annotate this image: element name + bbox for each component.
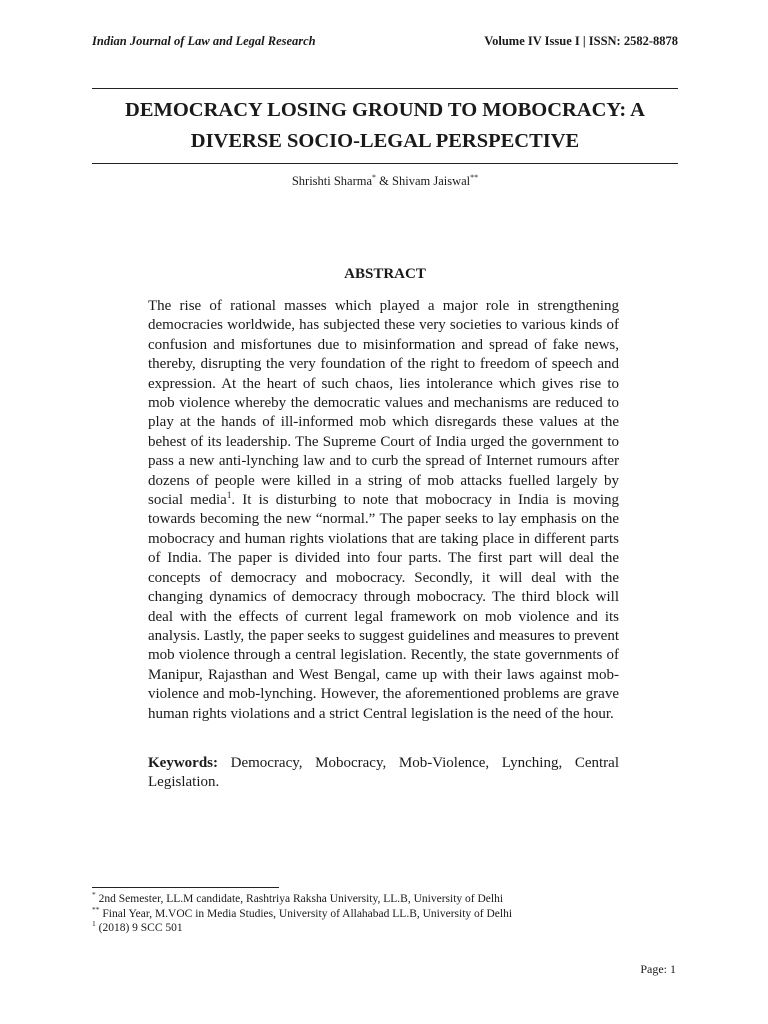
author-1: Shrishti Sharma [291, 174, 373, 188]
footnote-text: (2018) 9 SCC 501 [95, 922, 183, 934]
abstract-text-part-2: . It is disturbing to note that mobocracy in India is moving towards becoming the new “normal.” The paper seeks to lay emphasis on the mobocracy and human rights violations that are taking place in different parts of India. The paper is divided into four parts. The first part will deal the concepts of democracy and mobocracy. Secondly, it will deal with the changing dynamics of democracy through mobocracy. The third block will deal with the effects of current legal framework on mob violence and its analysis. Lastly, the paper seeks to suggest guidelines and measures to prevent mob violence through a central legislation. Recently, the state governments of Manipur, Rajasthan and West Bengal, came up with their laws against mob-violence and mob-lynching. However, the aforementioned problems are grave human rights violations and a strict Central legislation is the need of the hour. [148, 492, 620, 722]
title-bottom-rule [92, 163, 678, 164]
abstract-heading: ABSTRACT [344, 266, 426, 282]
running-header [92, 34, 678, 52]
keywords-list: Democracy, Mobocracy, Mob-Violence, Lynching, Central Legislation. [148, 755, 619, 791]
page-number: Page: 1 [640, 962, 676, 976]
footnote-separator [92, 887, 279, 888]
footnote-1 [92, 921, 678, 936]
volume-issn: Volume IV Issue I | ISSN: 2582-8878 [484, 34, 678, 48]
keywords-paragraph [148, 754, 619, 793]
title-top-rule [92, 88, 678, 89]
journal-name: Indian Journal of Law and Legal Research [92, 34, 316, 48]
author-1-footnote-mark: * [372, 172, 377, 182]
footnote-author-2 [92, 904, 678, 922]
author-line [92, 174, 678, 189]
footnote-mark: ** [92, 904, 100, 914]
footnote-text: 2nd Semester, LL.M candidate, Rashtriya Raksha University, LL.B, University of Delhi [95, 893, 504, 905]
keywords-label: Keywords: [148, 755, 218, 771]
footnote-text: Final Year, M.VOC in Media Studies, University of Allahabad LL.B, University of Delhi [99, 907, 513, 920]
title-line-1: DEMOCRACY LOSING GROUND TO MOBOCRACY: A [125, 99, 645, 121]
abstract-text-part-1: The rise of rational masses which played a major role in strengthening democracies worldwide, has subjected these very societies to various kinds of confusion and misfortunes due to misinformation and spread of fake news, thereby, disrupting the very foundation of the right to freedom of speech and expression. At the heart of such chaos, lies intolerance which gives rise to mob violence whereby the democratic values and mechanisms are reduced to play at the hands of ill-informed mob which disregards these values at the behest of its leadership. The Supreme Court of India urged the government to pass a new anti-lynching law and to curb the spread of Internet rumours after dozens of people were killed in a string of mob attacks fuelled largely by social media [148, 298, 619, 509]
paper-title [92, 95, 678, 157]
author-2: Shivam Jaiswal [392, 174, 471, 188]
footnote-author-1 [92, 892, 678, 907]
author-2-footnote-mark: ** [470, 172, 479, 182]
author-separator: & [376, 174, 393, 188]
footnote-mark: 1 [92, 919, 96, 929]
footnotes [92, 892, 678, 936]
footnote-mark: * [92, 890, 96, 900]
footnote-ref-1[interactable]: 1 [226, 490, 232, 501]
abstract-body [148, 297, 619, 724]
title-line-2: DIVERSE SOCIO-LEGAL PERSPECTIVE [190, 130, 580, 152]
